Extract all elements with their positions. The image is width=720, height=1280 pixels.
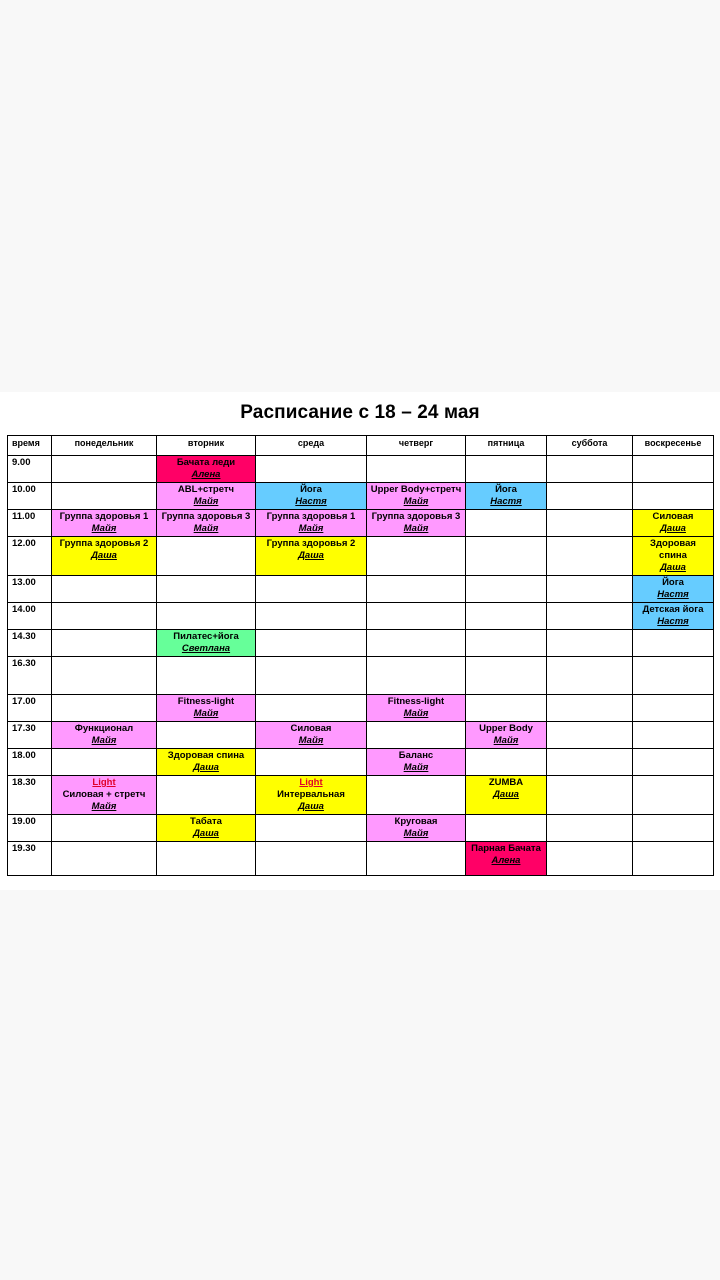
class-name: Круговая — [394, 816, 438, 827]
class-cell — [157, 630, 256, 657]
class-name: Группа здоровья 3 — [371, 511, 461, 522]
empty-cell — [466, 815, 547, 842]
class-name: Силовая — [652, 511, 694, 522]
class-name: Пилатес+йога — [173, 631, 239, 642]
empty-cell — [367, 657, 466, 695]
time-cell: 10.00 — [8, 483, 52, 510]
trainer-name: Майя — [403, 762, 429, 773]
class-name: Силовая — [290, 723, 332, 734]
empty-cell — [547, 776, 633, 815]
empty-cell — [633, 657, 714, 695]
trainer-name: Майя — [91, 801, 117, 812]
time-cell: 18.00 — [8, 749, 52, 776]
header-time: время — [8, 436, 52, 456]
trainer-name: Светлана — [181, 643, 231, 654]
empty-cell — [547, 749, 633, 776]
class-name: Upper Body — [479, 723, 533, 734]
class-cell — [157, 483, 256, 510]
empty-cell — [256, 657, 367, 695]
class-cell — [466, 722, 547, 749]
trainer-name: Майя — [91, 735, 117, 746]
trainer-name: Майя — [298, 735, 324, 746]
trainer-name: Майя — [403, 523, 429, 534]
class-name: Группа здоровья 1 — [266, 511, 356, 522]
empty-cell — [367, 537, 466, 576]
schedule-body — [8, 456, 714, 876]
schedule-document — [0, 392, 720, 890]
empty-cell — [466, 576, 547, 603]
empty-cell — [367, 603, 466, 630]
time-cell: 17.30 — [8, 722, 52, 749]
class-name: Бачата леди — [176, 457, 236, 468]
trainer-name: Даша — [660, 562, 686, 573]
empty-cell — [466, 456, 547, 483]
class-cell — [256, 776, 367, 815]
trainer-name: Даша — [91, 550, 117, 561]
schedule-row — [8, 815, 714, 842]
empty-cell — [633, 630, 714, 657]
empty-cell — [466, 749, 547, 776]
class-name: Здоровая спина — [167, 750, 245, 761]
class-name: Здоровая — [650, 538, 696, 549]
empty-cell — [52, 630, 157, 657]
class-cell — [367, 695, 466, 722]
empty-cell — [633, 815, 714, 842]
empty-cell — [547, 483, 633, 510]
trainer-name: Даша — [298, 550, 324, 561]
trainer-name: Алена — [191, 469, 221, 480]
empty-cell — [633, 722, 714, 749]
time-cell: 19.00 — [8, 815, 52, 842]
class-cell — [633, 537, 714, 576]
schedule-row — [8, 657, 714, 695]
empty-cell — [547, 722, 633, 749]
class-name: Детская йога — [642, 604, 704, 615]
class-cell — [256, 483, 367, 510]
schedule-row — [8, 776, 714, 815]
empty-cell — [157, 722, 256, 749]
empty-cell — [367, 630, 466, 657]
empty-cell — [157, 603, 256, 630]
class-name: Fitness-light — [177, 696, 235, 707]
class-cell — [466, 842, 547, 876]
time-cell: 16.30 — [8, 657, 52, 695]
class-name: спина — [659, 550, 687, 561]
schedule-row — [8, 630, 714, 657]
time-cell: 9.00 — [8, 456, 52, 483]
class-cell — [466, 776, 547, 815]
class-name: Fitness-light — [387, 696, 445, 707]
time-cell: 14.30 — [8, 630, 52, 657]
empty-cell — [633, 842, 714, 876]
page-title: Расписание с 18 – 24 мая — [240, 402, 480, 423]
empty-cell — [256, 842, 367, 876]
schedule-table — [7, 435, 714, 876]
empty-cell — [466, 630, 547, 657]
trainer-name: Даша — [298, 801, 324, 812]
class-name: Баланс — [398, 750, 434, 761]
class-name: Йога — [300, 484, 322, 495]
trainer-name: Настя — [295, 496, 327, 507]
empty-cell — [367, 842, 466, 876]
trainer-name: Настя — [657, 589, 689, 600]
time-cell: 12.00 — [8, 537, 52, 576]
empty-cell — [52, 657, 157, 695]
class-name: Группа здоровья 3 — [161, 511, 251, 522]
empty-cell — [256, 749, 367, 776]
empty-cell — [547, 510, 633, 537]
class-cell — [157, 749, 256, 776]
trainer-name: Майя — [193, 496, 219, 507]
empty-cell — [547, 537, 633, 576]
schedule-row — [8, 483, 714, 510]
empty-cell — [547, 695, 633, 722]
class-cell — [633, 510, 714, 537]
empty-cell — [547, 815, 633, 842]
time-cell: 17.00 — [8, 695, 52, 722]
trainer-name: Даша — [493, 789, 519, 800]
empty-cell — [466, 695, 547, 722]
schedule-row — [8, 537, 714, 576]
class-cell — [367, 510, 466, 537]
time-cell: 13.00 — [8, 576, 52, 603]
class-cell — [52, 510, 157, 537]
trainer-name: Майя — [193, 708, 219, 719]
empty-cell — [256, 630, 367, 657]
class-name: Upper Body+стретч — [370, 484, 462, 495]
schedule-row — [8, 603, 714, 630]
empty-cell — [367, 722, 466, 749]
class-name: Интервальная — [277, 789, 345, 800]
empty-cell — [466, 537, 547, 576]
empty-cell — [157, 657, 256, 695]
class-name: Парная Бачата — [471, 843, 541, 854]
schedule-row — [8, 695, 714, 722]
trainer-name: Даша — [193, 762, 219, 773]
empty-cell — [466, 603, 547, 630]
trainer-name: Майя — [193, 523, 219, 534]
schedule-row — [8, 749, 714, 776]
time-cell: 14.00 — [8, 603, 52, 630]
class-cell — [157, 510, 256, 537]
empty-cell — [547, 842, 633, 876]
empty-cell — [52, 749, 157, 776]
empty-cell — [633, 483, 714, 510]
time-cell: 11.00 — [8, 510, 52, 537]
class-cell — [256, 537, 367, 576]
light-label: Light — [92, 777, 116, 788]
header-day: пятница — [466, 436, 547, 456]
empty-cell — [547, 456, 633, 483]
schedule-row — [8, 722, 714, 749]
class-cell — [52, 776, 157, 815]
schedule-row — [8, 842, 714, 876]
empty-cell — [633, 695, 714, 722]
class-cell — [367, 483, 466, 510]
trainer-name: Алена — [491, 855, 521, 866]
empty-cell — [466, 510, 547, 537]
empty-cell — [52, 695, 157, 722]
class-cell — [633, 603, 714, 630]
empty-cell — [367, 576, 466, 603]
empty-cell — [466, 657, 547, 695]
schedule-row — [8, 576, 714, 603]
trainer-name: Майя — [403, 828, 429, 839]
empty-cell — [547, 603, 633, 630]
class-cell — [52, 722, 157, 749]
empty-cell — [633, 456, 714, 483]
empty-cell — [157, 842, 256, 876]
empty-cell — [52, 576, 157, 603]
class-cell — [157, 456, 256, 483]
empty-cell — [52, 842, 157, 876]
schedule-row — [8, 510, 714, 537]
empty-cell — [547, 576, 633, 603]
trainer-name: Даша — [660, 523, 686, 534]
header-day: воскресенье — [633, 436, 714, 456]
header-day: понедельник — [52, 436, 157, 456]
time-cell: 19.30 — [8, 842, 52, 876]
class-name: Группа здоровья 2 — [59, 538, 149, 549]
trainer-name: Майя — [91, 523, 117, 534]
empty-cell — [547, 657, 633, 695]
class-name: ABL+стретч — [177, 484, 235, 495]
empty-cell — [633, 749, 714, 776]
empty-cell — [367, 776, 466, 815]
trainer-name: Настя — [657, 616, 689, 627]
class-cell — [256, 722, 367, 749]
trainer-name: Настя — [490, 496, 522, 507]
class-cell — [157, 815, 256, 842]
class-name: Табата — [190, 816, 222, 827]
empty-cell — [52, 603, 157, 630]
empty-cell — [157, 576, 256, 603]
trainer-name: Майя — [403, 708, 429, 719]
header-day: четверг — [367, 436, 466, 456]
class-name: Группа здоровья 1 — [59, 511, 149, 522]
empty-cell — [52, 815, 157, 842]
empty-cell — [256, 456, 367, 483]
empty-cell — [157, 537, 256, 576]
class-cell — [633, 576, 714, 603]
empty-cell — [157, 776, 256, 815]
time-cell: 18.30 — [8, 776, 52, 815]
schedule-row — [8, 456, 714, 483]
class-cell — [367, 815, 466, 842]
header-day: суббота — [547, 436, 633, 456]
class-cell — [466, 483, 547, 510]
class-cell — [52, 537, 157, 576]
trainer-name: Майя — [403, 496, 429, 507]
empty-cell — [52, 456, 157, 483]
class-name: Йога — [662, 577, 684, 588]
class-name: Йога — [495, 484, 517, 495]
empty-cell — [52, 483, 157, 510]
empty-cell — [256, 576, 367, 603]
class-cell — [256, 510, 367, 537]
trainer-name: Майя — [298, 523, 324, 534]
empty-cell — [256, 815, 367, 842]
class-name: Силовая + стретч — [62, 789, 146, 800]
empty-cell — [547, 630, 633, 657]
class-name: Группа здоровья 2 — [266, 538, 356, 549]
header-row — [8, 436, 714, 456]
header-day: вторник — [157, 436, 256, 456]
empty-cell — [256, 695, 367, 722]
class-name: ZUMBA — [488, 777, 524, 788]
trainer-name: Даша — [193, 828, 219, 839]
class-cell — [367, 749, 466, 776]
empty-cell — [633, 776, 714, 815]
class-name: Функционал — [74, 723, 134, 734]
class-cell — [157, 695, 256, 722]
trainer-name: Майя — [493, 735, 519, 746]
empty-cell — [367, 456, 466, 483]
empty-cell — [256, 603, 367, 630]
header-day: среда — [256, 436, 367, 456]
light-label: Light — [299, 777, 323, 788]
